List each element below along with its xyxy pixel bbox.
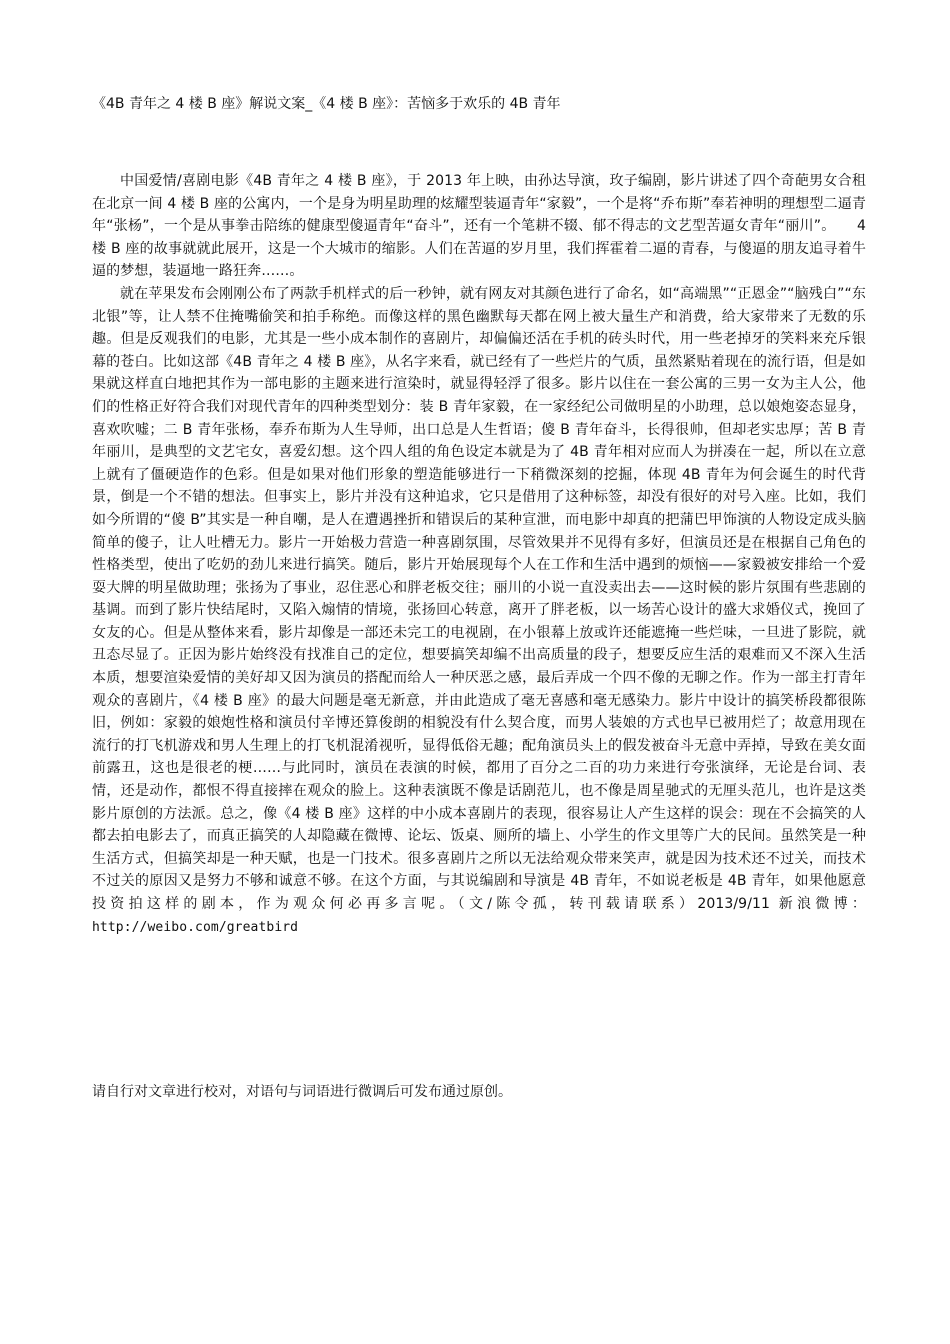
- review-text: 就在苹果发布会刚刚公布了两款手机样式的后一秒钟，就有网友对其颜色进行了命名，如“高端黑”“正恩金”“脑残白”“东北银”等，让人禁不住掩嘴偷笑和拍手称绝。而像这样的黑色幽默每天都在网上被大量生产和消费，给大家带来了无数的乐趣。但是反观我们的电影，尤其是一些小成本制作的喜剧片，却偏偏还活在手机的砖头时代，用一些老掉牙的笑料来充斥银幕的苍白。比如这部《4B 青年之 4 楼 B 座》，从名字来看，就已经有了一些烂片的气质，虽然紧贴着现在的流行语，但是如果就这样直白地把其作为一部电影的主题来进行渲染时，就显得轻浮了很多。影片以住在一套公寓的三男一女为主人公，他们的性格正好符合我们对现代青年的四种类型划分：装 B 青年家毅，在一家经纪公司做明星的小助理，总以娘炮姿态显身，喜欢吹嘘；二 B 青年张杨，奉乔布斯为人生导师，出口总是人生哲语；傻 B 青年奋斗，长得很帅，但却老实忠厚；苦 B 青年丽川，是典型的文艺宅女，喜爱幻想。这个四人组的角色设定本就是为了 4B 青年相对应而人为拼凑在一起，所以在立意上就有了僵硬造作的色彩。但是如果对他们形象的塑造能够进行一下稍微深刻的挖掘，体现 4B 青年为何会诞生的时代背景，倒是一个不错的想法。但事实上，影片并没有这种追求，它只是借用了这种标签，却没有很好的对号入座。比如，我们如今所谓的“傻 B”其实是一种自嘲，是人在遭遇挫折和错误后的某种宣泄，而电影中却真的把蒲巴甲饰演的人物设定成头脑简单的傻子，让人吐槽无力。影片一开始极力营造一种喜剧氛围，尽管效果并不见得有多好，但演员还是在根据自己角色的性格类型，使出了吃奶的劲儿来进行搞笑。随后，影片开始展现每个人在工作和生活中遇到的烦恼——家毅被安排给一个爱耍大牌的明星做助理；张扬为了事业，忍住恶心和胖老板交往；丽川的小说一直没卖出去——这时候的影片氛围有些悲剧的基调。而到了影片快结尾时，又陷入煽情的情境，张扬回心转意，离开了胖老板，以一场苦心设计的盛大求婚仪式，挽回了女友的心。但是从整体来看，影片却像是一部还未完工的电视剧，在小银幕上放或许还能遮掩一些烂味，一旦进了影院，就丑态尽显了。正因为影片始终没有找准自己的定位，想要搞笑却编不出高质量的段子，想要反应生活的艰难而又不深入生活本质，想要渲染爱情的美好却又因为演员的搭配而给人一种厌恶之感，最后弄成一个四不像的无聊之作。作为一部主打青年观众的喜剧片，《4 楼 B 座》的最大问题是毫无新意，并由此造成了毫无喜感和毫无感染力。影片中设计的搞笑桥段都很陈旧，例如：家毅的娘炮性格和演员付辛博还算俊朗的相貌没有什么契合度，而男人装娘的方式也早已被用烂了；故意用现在流行的打飞机游戏和男人生理上的打飞机混淆视听，显得低俗无趣；配角演员头上的假发被奋斗无意中弄掉，导致在美女面前露丑，这也是很老的梗……与此同时，演员在表演的时候，都用了百分之二百的功力来进行夸张演绎，无论是台词、表情，还是动作，都恨不得直接摔在观众的脸上。这种表演既不像是话剧范儿，也不像是周星驰式的无厘头范儿，也许是这类影片原创的方法派。总之，像《4 楼 B 座》这样的中小成本喜剧片的表现，很容易让人产生这样的误会：现在不会搞笑的人都去拍电影去了，而真正搞笑的人却隐藏在微博、论坛、饭桌、厕所的墙上、小学生的作文里等广大的民间。虽然笑是一种生活方式，但搞笑却是一种天赋，也是一门技术。很多喜剧片之所以无法给观众带来笑声，就是因为技术还不过关，而技术不过关的原因又是努力不够和诚意不够。在这个方面，与其说编剧和导演是 4B 青年，不如说老板是 4B 青年，如果他愿意投资拍这样的剧本，作为观众何必再多言呢。（文/陈令孤，转刊载请联系）2013/9/11 新浪微博：: [92, 285, 866, 912]
- article-body: [92, 170, 866, 939]
- article-paragraph-intro: 中国爱情/喜剧电影《4B 青年之 4 楼 B 座》，于 2013 年上映，由孙达导演，玫子编剧，影片讲述了四个奇葩男女合租在北京一间 4 楼 B 座的公寓内，一个是身为明星助理的炫耀型装逼青年“家毅”，一个是将“乔布斯”奉若神明的理想型二逼青年“张杨”，一个是从事拳击陪练的健康型傻逼青年“奋斗”，还有一个笔耕不辍、郁不得志的文艺型苦逼女青年“丽川”。 4 楼 B 座的故事就就此展开，这是一个大城市的缩影。人们在苦逼的岁月里，我们挥霍着二逼的青春，与傻逼的朋友追寻着牛逼的梦想，装逼地一路狂奔……。: [92, 173, 866, 280]
- document-title: 《4B 青年之 4 楼 B 座》解说文案_《4 楼 B 座》：苦恼多于欢乐的 4B 青年: [92, 96, 561, 112]
- article-paragraph-review: [92, 283, 866, 939]
- footer-note: 请自行对文章进行校对，对语句与词语进行微调后可发布通过原创。: [92, 1084, 512, 1100]
- weibo-link[interactable]: http://weibo.com/greatbird: [92, 919, 299, 935]
